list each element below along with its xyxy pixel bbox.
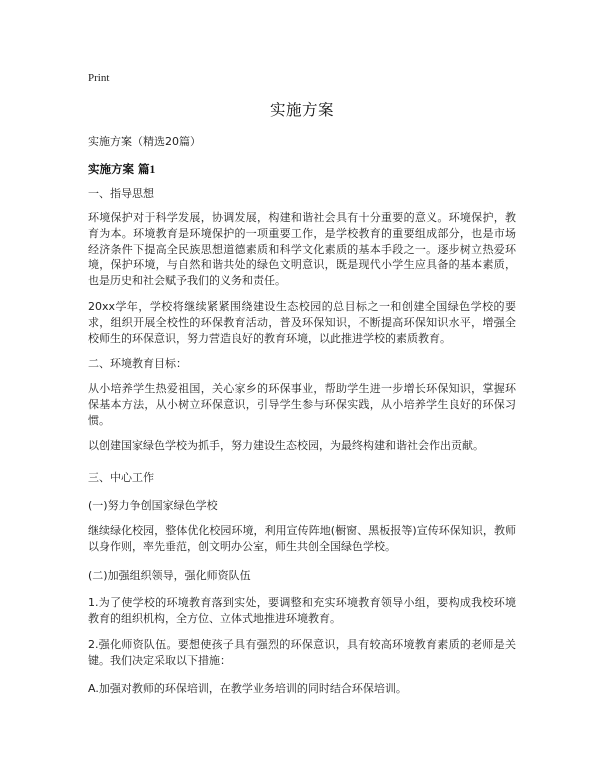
document-title: 实施方案 [269, 101, 334, 119]
content-heading-central-work: 三、中心工作 [88, 471, 154, 484]
content-paragraph-5: 继续绿化校园，整体优化校园环境，利用宣传阵地(橱窗、黑板报等)宣传环保知识，教师以身作则，率先垂范，创文明办公室，师生共创全国绿色学校。 [88, 524, 516, 553]
content-paragraph-4: 以创建国家绿色学校为抓手，努力建设生态校园，为最终构建和谐社会作出贡献。 [88, 439, 484, 452]
section-heading [88, 161, 155, 177]
content-subheading-1: (一)努力争创国家绿色学校 [88, 499, 218, 512]
content-subheading-2: (二)加强组织领导，强化师资队伍 [88, 569, 251, 582]
content-paragraph-2: 20xx学年，学校将继续紧紧围绕建设生态校园的总目标之一和创建全国绿色学校的要求，组织开展全校性的环保教育活动，普及环保知识，不断提高环保知识水平，增强全校师生的环保意识，努力营造良好的教育环境，以此推进学校的素质教育。 [88, 300, 516, 345]
content-paragraph-7: 2.强化师资队伍。要想使孩子具有强烈的环保意识，具有较高环境教育素质的老师是关键。我们决定采取以下措施： [88, 638, 516, 667]
content-paragraph-3: 从小培养学生热爱祖国，关心家乡的环保事业，帮助学生进一步增长环保知识，掌握环保基本方法，从小树立环保意识，引导学生参与环保实践，从小培养学生良好的环保习惯。 [88, 382, 516, 427]
document-subtitle: 实施方案（精选20篇） [88, 135, 201, 148]
content-paragraph-1: 环境保护对于科学发展，协调发展，构建和谐社会具有十分重要的意义。环境保护，教育为本。环境教育是环境保护的一项重要工作，是学校教育的重要组成部分，也是市场经济条件下提高全民族思想道德素质和科学文化素质的基本手段之一。逐步树立热爱环境，保护环境，与自然和谐共处的绿色文明意识，既是现代小学生应具备的基本素质，也是历史和社会赋予我们的义务和责任。 [88, 211, 516, 288]
content-heading-guiding-thought: 一、指导思想 [88, 187, 154, 200]
section-heading-number: 1 [149, 164, 156, 176]
content-paragraph-6: 1.为了使学校的环境教育落到实处，要调整和充实环境教育领导小组，要构成我校环境教育的组织机构，全方位、立体式地推进环境教育。 [88, 596, 516, 625]
content-heading-goals: 二、环境教育目标： [88, 357, 187, 370]
print-label: Print [88, 72, 110, 84]
content-paragraph-8: A.加强对教师的环保培训，在教学业务培训的同时结合环保培训。 [88, 682, 407, 695]
section-heading-label: 实施方案 篇 [88, 162, 150, 176]
